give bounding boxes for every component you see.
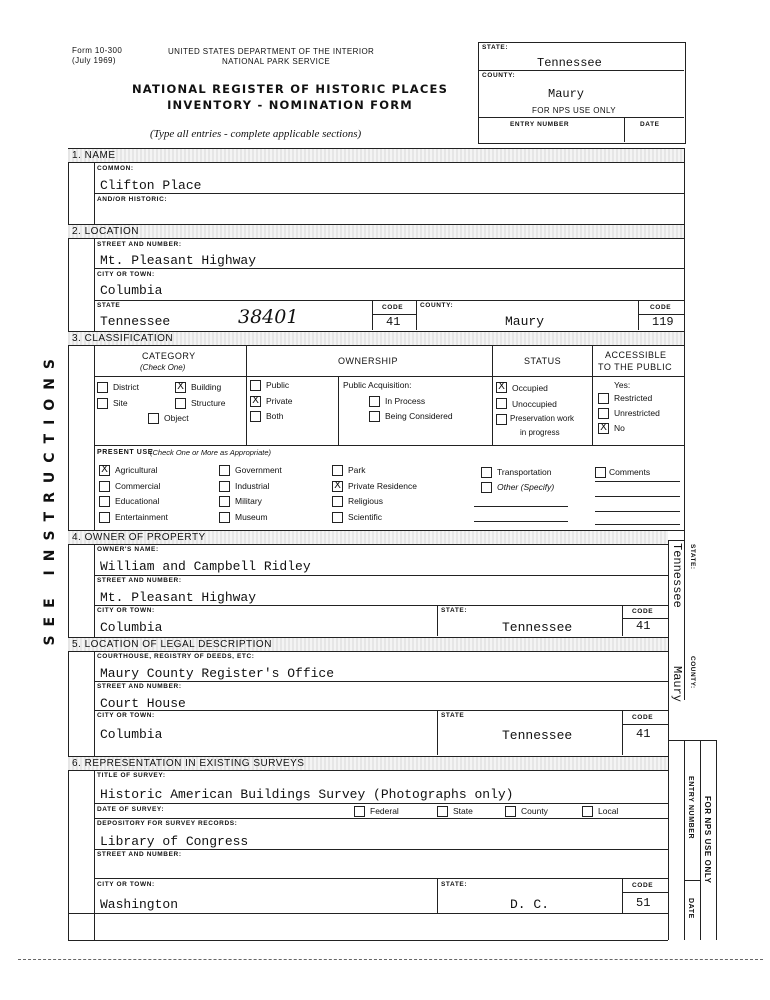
form-title-line1: NATIONAL REGISTER OF HISTORIC PLACES <box>131 82 449 96</box>
survey-code-value: 51 <box>636 896 651 910</box>
checkbox-state[interactable] <box>437 806 448 817</box>
location-city-value: Columbia <box>100 283 163 298</box>
form-date: (July 1969) <box>72 56 116 65</box>
location-state-value: Tennessee <box>100 314 171 329</box>
checkbox-entertainment[interactable] <box>99 512 110 523</box>
checkbox-unoccupied[interactable] <box>496 398 507 409</box>
owner-state-value: Tennessee <box>502 620 573 635</box>
owner-code-value: 41 <box>636 619 651 633</box>
checkbox-object[interactable] <box>148 413 159 424</box>
location-code-value: 41 <box>386 315 401 329</box>
form-number: Form 10-300 <box>72 46 123 55</box>
checkbox-government[interactable] <box>219 465 230 476</box>
category-sub: (Check One) <box>140 363 186 372</box>
checkbox-educational[interactable] <box>99 496 110 507</box>
label-other: Other (Specify) <box>497 482 555 492</box>
location-street-label: STREET AND NUMBER: <box>97 241 182 248</box>
checkbox-in-process[interactable] <box>369 396 380 407</box>
checkbox-being-considered[interactable] <box>369 411 380 422</box>
owner-street-value: Mt. Pleasant Highway <box>100 590 257 605</box>
sidebar-date-label: DATE <box>687 898 694 919</box>
present-use-hint: (Check One or More as Appropriate) <box>150 448 272 457</box>
top-state-label: STATE: <box>482 44 509 51</box>
legal-city-label: CITY OR TOWN: <box>97 712 155 719</box>
legal-city-value: Columbia <box>100 727 163 742</box>
sidebar-state-value: Tennessee <box>670 543 684 608</box>
checkbox-building[interactable]: X <box>175 382 186 393</box>
service-name: NATIONAL PARK SERVICE <box>222 57 331 66</box>
location-code-label: CODE <box>382 304 404 311</box>
common-name-label: COMMON: <box>97 165 134 172</box>
label-building: Building <box>191 382 222 392</box>
label-private-residence: Private Residence <box>348 481 417 491</box>
top-nps-label: FOR NPS USE ONLY <box>532 106 617 115</box>
label-no: No <box>614 423 625 433</box>
sidebar-nps-label: FOR NPS USE ONLY <box>703 796 712 884</box>
section-4-heading: 4. OWNER OF PROPERTY <box>72 532 206 543</box>
historic-name-label: AND/OR HISTORIC: <box>97 196 168 203</box>
depository-value: Library of Congress <box>100 834 249 849</box>
label-county: County <box>521 806 548 816</box>
sidebar-county-label: COUNTY: <box>689 656 696 689</box>
label-agricultural: Agricultural <box>115 465 158 475</box>
label-comments: Comments <box>609 467 651 477</box>
label-local: Local <box>598 806 619 816</box>
accessible-label-1: ACCESSIBLE <box>605 350 667 360</box>
owner-city-value: Columbia <box>100 620 163 635</box>
location-county-label: COUNTY: <box>420 302 454 309</box>
label-entertainment: Entertainment <box>115 512 168 522</box>
owner-name-value: William and Campbell Ridley <box>100 559 311 574</box>
checkbox-military[interactable] <box>219 496 230 507</box>
section-3-heading: 3. CLASSIFICATION <box>72 333 174 344</box>
label-state: State <box>453 806 473 816</box>
checkbox-restricted[interactable] <box>598 393 609 404</box>
section-2-heading: 2. LOCATION <box>72 226 139 237</box>
label-district: District <box>113 382 139 392</box>
checkbox-preservation-work[interactable] <box>496 414 507 425</box>
owner-state-label: STATE: <box>441 607 468 614</box>
checkbox-comments[interactable] <box>595 467 606 478</box>
public-acquisition-label: Public Acquisition: <box>343 380 412 390</box>
checkbox-unrestricted[interactable] <box>598 408 609 419</box>
form-title-line2: INVENTORY - NOMINATION FORM <box>167 98 413 112</box>
top-county-label: COUNTY: <box>482 72 516 79</box>
label-private: Private <box>266 396 293 406</box>
accessible-label-2: TO THE PUBLIC <box>598 362 673 372</box>
survey-title-label: TITLE OF SURVEY: <box>97 772 166 779</box>
label-government: Government <box>235 465 282 475</box>
top-entry-number-label: ENTRY NUMBER <box>510 121 570 128</box>
survey-title-value: Historic American Buildings Survey (Photographs only) <box>100 787 514 802</box>
survey-city-value: Washington <box>100 897 179 912</box>
legal-courthouse-label: COURTHOUSE, REGISTRY OF DEEDS, ETC: <box>97 653 255 660</box>
top-state-value: Tennessee <box>537 56 602 70</box>
checkbox-site[interactable] <box>97 398 108 409</box>
checkbox-county[interactable] <box>505 806 516 817</box>
label-restricted: Restricted <box>614 393 653 403</box>
legal-code-value: 41 <box>636 727 651 741</box>
owner-name-label: OWNER'S NAME: <box>97 546 159 553</box>
checkbox-other[interactable] <box>481 482 492 493</box>
location-street-value: Mt. Pleasant Highway <box>100 253 257 268</box>
location-county-code-value: 119 <box>652 315 674 329</box>
legal-street-value: Court House <box>100 696 186 711</box>
checkbox-both[interactable] <box>250 411 261 422</box>
label-industrial: Industrial <box>235 481 270 491</box>
checkbox-structure[interactable] <box>175 398 186 409</box>
label-unoccupied: Unoccupied <box>512 399 557 409</box>
checkbox-industrial[interactable] <box>219 481 230 492</box>
label-federal: Federal <box>370 806 399 816</box>
owner-code-label: CODE <box>632 608 654 615</box>
location-county-value: Maury <box>505 314 545 329</box>
checkbox-local[interactable] <box>582 806 593 817</box>
label-educational: Educational <box>115 496 160 506</box>
survey-city-label: CITY OR TOWN: <box>97 881 155 888</box>
label-both: Both <box>266 411 284 421</box>
label-commercial: Commercial <box>115 481 161 491</box>
location-zip-handwritten: 38401 <box>238 306 299 328</box>
legal-state-label: STATE <box>441 712 465 719</box>
form-instructions: (Type all entries - complete applicable sections) <box>150 128 362 140</box>
label-scientific: Scientific <box>348 512 383 522</box>
checkbox-occupied[interactable]: X <box>496 382 507 393</box>
label-public: Public <box>266 380 290 390</box>
checkbox-federal[interactable] <box>354 806 365 817</box>
label-in-process: In Process <box>385 396 426 406</box>
accessible-yes-label: Yes: <box>614 380 631 390</box>
checkbox-private[interactable]: X <box>250 396 261 407</box>
label-being-considered: Being Considered <box>385 411 453 421</box>
see-instructions: SEE INSTRUCTIONS <box>42 350 58 646</box>
present-use-label: PRESENT USE <box>97 449 153 456</box>
label-occupied: Occupied <box>512 383 548 393</box>
location-city-label: CITY OR TOWN: <box>97 271 155 278</box>
legal-code-label: CODE <box>632 714 654 721</box>
checkbox-transportation[interactable] <box>481 467 492 478</box>
checkbox-district[interactable] <box>97 382 108 393</box>
location-county-code-label: CODE <box>650 304 672 311</box>
label-in-progress: in progress <box>520 428 560 437</box>
checkbox-no[interactable]: X <box>598 423 609 434</box>
sidebar-county-value: Maury <box>670 666 684 703</box>
checkbox-commercial[interactable] <box>99 481 110 492</box>
label-preservation-work: Preservation work <box>510 414 575 423</box>
ownership-label: OWNERSHIP <box>338 356 399 366</box>
owner-city-label: CITY OR TOWN: <box>97 607 155 614</box>
label-object: Object <box>164 413 189 423</box>
sidebar-entry-number-label: ENTRY NUMBER <box>687 776 694 840</box>
depository-label: DEPOSITORY FOR SURVEY RECORDS: <box>97 820 238 827</box>
checkbox-public[interactable] <box>250 380 261 391</box>
category-label: CATEGORY <box>142 351 196 361</box>
legal-state-value: Tennessee <box>502 728 573 743</box>
common-name-value: Clifton Place <box>100 178 202 193</box>
owner-street-label: STREET AND NUMBER: <box>97 577 182 584</box>
label-site: Site <box>113 398 128 408</box>
department-name: UNITED STATES DEPARTMENT OF THE INTERIOR <box>168 47 375 56</box>
survey-state-value: D. C. <box>510 897 550 912</box>
checkbox-agricultural[interactable]: X <box>99 465 110 476</box>
top-county-value: Maury <box>548 87 585 101</box>
label-transportation: Transportation <box>497 467 552 477</box>
label-religious: Religious <box>348 496 383 506</box>
checkbox-park[interactable] <box>332 465 343 476</box>
checkbox-scientific[interactable] <box>332 512 343 523</box>
survey-street-label: STREET AND NUMBER: <box>97 851 182 858</box>
label-structure: Structure <box>191 398 226 408</box>
legal-courthouse-value: Maury County Register's Office <box>100 666 335 681</box>
status-label: STATUS <box>524 356 562 366</box>
location-state-label: STATE <box>97 302 121 309</box>
top-date-label: DATE <box>640 121 660 128</box>
survey-date-label: DATE OF SURVEY: <box>97 806 165 813</box>
checkbox-private-residence[interactable]: X <box>332 481 343 492</box>
section-6-heading: 6. REPRESENTATION IN EXISTING SURVEYS <box>72 758 305 769</box>
checkbox-religious[interactable] <box>332 496 343 507</box>
label-park: Park <box>348 465 366 475</box>
label-unrestricted: Unrestricted <box>614 408 660 418</box>
sidebar-state-label: STATE: <box>689 544 696 570</box>
checkbox-museum[interactable] <box>219 512 230 523</box>
label-military: Military <box>235 496 262 506</box>
section-1-heading: 1. NAME <box>72 150 116 161</box>
page-bottom-edge <box>18 959 763 960</box>
legal-street-label: STREET AND NUMBER: <box>97 683 182 690</box>
survey-code-label: CODE <box>632 882 654 889</box>
survey-state-label: STATE: <box>441 881 468 888</box>
section-5-heading: 5. LOCATION OF LEGAL DESCRIPTION <box>72 639 272 650</box>
label-museum: Museum <box>235 512 268 522</box>
